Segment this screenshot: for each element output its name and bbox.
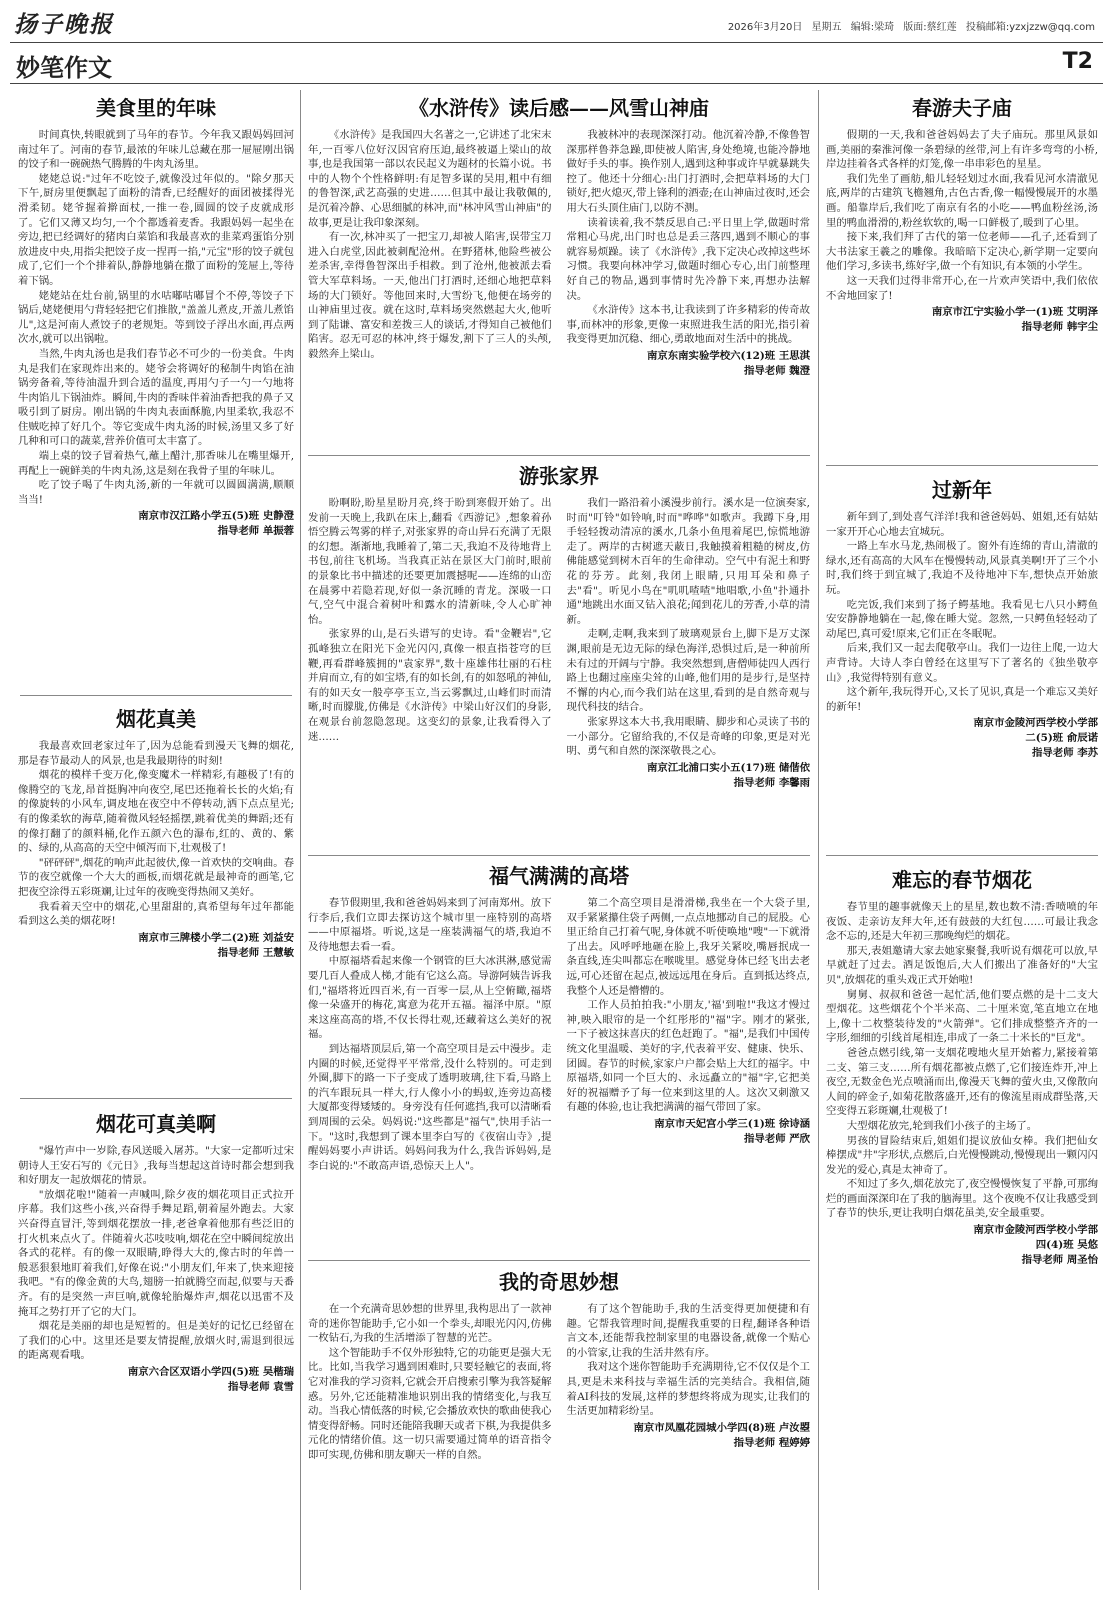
paragraph: 中原福塔看起来像一个钢管的巨大冰淇淋,感觉需要几百人叠成人梯,才能有它这么高。导游阿姨告诉我们,"福塔将近四百米,有一百零一层,从上空俯瞰,福塔像一朵盛开的梅花,寓意为花开五福。福泽中原。"原来这座高高的塔,不仅长得壮观,还藏着这么美好的祝福。 (308, 955, 552, 1041)
author-school: 南京市凤凰花园城小学四(8)班 卢汝曌 (633, 1421, 810, 1434)
paragraph: 盼啊盼,盼星星盼月亮,终于盼到寒假开始了。出发前一天晚上,我趴在床上,翻看《西游记》,想象着孙悟空腾云驾雾的样子,对张家界的奇山异石充满了无限的幻想。渐渐地,我睡着了,第二天,我迫不及待地背上书包,前往飞机场。当我真正站在景区大门前时,眼前的景象比书中描述的还要更加震撼呢——连绵的山峦在晨雾中若隐若现,好似一条沉睡的青龙。深吸一口气,空气中混合着树叶和露水的清新味,令人心旷神怡。 (308, 497, 552, 626)
article-body (826, 900, 1098, 1221)
teacher-credit: 指导老师 王慧敏 (217, 946, 294, 959)
page-number: T2 (1062, 49, 1093, 74)
paragraph: 张家界这本大书,我用眼睛、脚步和心灵读了书的一小部分。它留给我的,不仅是奇峰的印象,更是对光明、勇气和自然的深深敬畏之心。 (566, 715, 810, 758)
paragraph: 在一个充满奇思妙想的世界里,我构思出了一款神奇的迷你智能助手,它小如一个拳头,却眼光闪闪,仿佛一枚钻石,为我的生活增添了智慧的光芒。 (308, 1303, 552, 1345)
teacher-credit: 指导老师 李苏 (1032, 747, 1098, 760)
paragraph: 姥姥总说:"过年不吃饺子,就像没过年似的。"除夕那天下午,厨房里便飘起了面粉的清香,已经醒好的面团被揉得光滑柔韧。姥爷握着擀面杖,一推一卷,圆圆的饺子皮就成形了。它们又薄又均匀,一个个都透着麦香。我跟妈妈一起坐在旁边,把已经调好的猪肉白菜馅和我最喜欢的韭菜鸡蛋馅分别放进皮中央,用指尖把饺子皮一捏再一掐,"元宝"形的饺子就包成了,它们一个个排着队,静静地躺在撒了面粉的笼屉上,等待着下锅。 (18, 172, 294, 287)
teacher-credit: 指导老师 周圣怡 (1021, 1254, 1098, 1267)
section-divider (826, 855, 1098, 856)
author-school: 南京六合区双语小学四(5)班 吴楷瑞 (127, 1365, 294, 1378)
paragraph: 一路上车水马龙,热闹极了。窗外有连绵的青山,清澈的绿水,还有高高的大风车在慢慢转动,风景真美啊!开了三个小时,我们终于到宜城了,我迫不及待地冲下车,想快点开始旅玩。 (826, 540, 1098, 596)
paragraph: 我们先坐了画舫,船儿轻轻划过水面,我看见河水清澈见底,两岸的古建筑飞檐翘角,古色古香,像一幅慢慢展开的水墨画。船靠岸后,我们吃了南京有名的小吃——鸭血粉丝汤,汤里的鸭血滑滑的,粉丝软软的,喝一口鲜极了,暖到了心里。 (826, 172, 1098, 229)
paragraph: 我最喜欢回老家过年了,因为总能看到漫天飞舞的烟花,那是春节最动人的风景,也是我最期待的时刻! (18, 740, 294, 767)
paragraph: 新年到了,到处喜气洋洋!我和爸爸妈妈、姐姐,还有姑姑一家开开心心地去宜城玩。 (826, 511, 1098, 538)
teacher-credit: 指导老师 韩宇尘 (1021, 321, 1098, 334)
paragraph: 第二个高空项目是滑滑梯,我坐在一个大袋子里,双手紧紧攥住袋子两侧,一点点地挪动自己的屁股。心里正给自己打着气呢,身体就不听使唤地"嗖"一下就滑了出去。风呼呼地砸在脸上,我牙关紧咬,嘴唇抿成一条直线,连尖叫都忘在喉咙里。感觉身体已经飞出去老远,可心还留在起点,被远远甩在身后。直到抵达终点,我整个人还是懵懵的。 (566, 897, 810, 997)
article-title: 我的奇思妙想 (499, 1270, 619, 1294)
newspaper-logo: 扬子晚报 (14, 11, 114, 38)
article-title: 过新年 (932, 478, 992, 502)
author-school: 南京市金陵河西学校小学部 (973, 1224, 1098, 1237)
paragraph: 我们一路沿着小溪漫步前行。溪水是一位演奏家,时而"叮铃"如铃响,时而"哗哗"如歌声。我蹲下身,用手轻轻拨动清凉的溪水,几条小鱼甩着尾巴,惊慌地游走了。两岸的古树遮天蔽日,我触摸着粗糙的树皮,仿佛能感觉到树木百年的生命律动。空气中有泥土和野花的芬芳。此刻,我闭上眼睛,只用耳朵和鼻子去"看"。听见小鸟在"叽叽喳喳"地唱歌,小鱼"扑通扑通"地跳出水面又钻入浪花;闻到花儿的芳香,小草的清新。 (566, 497, 810, 626)
article-title: 福气满满的高塔 (489, 864, 629, 888)
article-yanhua-kezhenmei (18, 1110, 294, 1594)
article-body-right (567, 128, 810, 379)
section-divider (826, 465, 1098, 466)
author-byline (567, 1421, 810, 1451)
column-divider (300, 90, 301, 1590)
article-meishi (18, 94, 294, 690)
paragraph: 不知过了多久,烟花放完了,夜空慢慢恢复了平静,可那绚烂的画面深深印在了我的脑海里。这个夜晚不仅让我感受到了春节的快乐,更让我明白烟花虽美,安全最重要。 (826, 1178, 1098, 1220)
paragraph: 《水浒传》是我国四大名著之一,它讲述了北宋末年,一百零八位好汉因官府压迫,最终被逼上梁山的故事,也是我国第一部以农民起义为题材的长篇小说。书中的人物个个性格鲜明:有足智多谋的吴用,粗中有细的鲁智深,武艺高强的史进……但其中最让我敬佩的,是沉着冷静、心思细腻的林冲,而"林冲风雪山神庙"的故事,更是让我印象深刻。 (308, 129, 552, 229)
author-byline (18, 1365, 294, 1395)
article-title: 烟花真美 (116, 707, 196, 731)
author-school: 南京市江宁实验小学一(1)班 艾明泽 (931, 306, 1098, 319)
editor-credit: 编辑:梁琦 (850, 22, 895, 33)
article-fuzimiao (826, 94, 1098, 460)
paragraph: 大型烟花放完,轮到我们小孩子的主场了。 (846, 1119, 1038, 1132)
article-title: 美食里的年味 (96, 96, 216, 120)
article-title: 春游夫子庙 (912, 96, 1012, 120)
article-zhangjiajie (308, 462, 810, 850)
paragraph: 我对这个迷你智能助手充满期待,它不仅仅是个工具,更是未来科技与幸福生活的完美结合。我相信,随着AI科技的发展,这样的梦想终将成为现实,让我们的生活更加精彩纷呈。 (566, 1361, 810, 1418)
paragraph: 这个智能助手不仅外形独特,它的功能更是强大无比。比如,当我学习遇到困难时,只要轻触它的表面,将它对准我的学习资料,它就会开启搜索引擎为我答疑解惑。另外,它还能精准地识别出我的情绪变化,与我互动。当我心情低落的时候,它会播放欢快的歌曲使我心情变得舒畅。同时还能陪我聊天或者下棋,为我提供多元化的情绪价值。这一切只需要通过简单的语音指令即可实现,仿佛和朋友聊天一样的自然。 (308, 1346, 552, 1461)
issue-date: 2026年3月20日 (727, 22, 803, 33)
article-title: 烟花可真美啊 (96, 1112, 216, 1136)
section-divider (308, 455, 810, 456)
article-body (826, 128, 1098, 303)
author-byline (826, 716, 1098, 761)
article-body-left (308, 1302, 551, 1463)
paragraph: 我看着天空中的烟花,心里甜甜的,真希望每年过年都能看到这么美的烟花呀! (18, 900, 294, 928)
author-school: 南京江北浦口实小五(17)班 储偕依 (647, 761, 810, 774)
paragraph: 吃了饺子喝了牛肉丸汤,新的一年就可以圆圆满满,顺顺当当! (18, 479, 294, 506)
paragraph: 我被林冲的表现深深打动。他沉着冷静,不像鲁智深那样鲁莽急躁,即使被人陷害,身处绝境,也能冷静地做好手头的事。换作别人,遇到这种事或许早就暴跳失控了。他还十分细心:出门打酒时,会把草料场的大门锁好,把火熄灭,带上锋利的酒壶;在山神庙过夜时,还会用大石头顶住庙门,以防不测。 (566, 129, 810, 214)
article-body-left (308, 896, 551, 1173)
article-body-right (567, 1302, 810, 1463)
masthead (10, 6, 1103, 36)
article-body (18, 1144, 294, 1363)
article-body-right (567, 896, 810, 1173)
paragraph: 读着读着,我不禁反思自己:平日里上学,做题时常常粗心马虎,出门时也总是丢三落四,遇到不顺心的事就容易烦躁。读了《水浒传》,我下定决心改掉这些坏习惯。我要向林冲学习,做题时细心专心,出门前整理好自己的物品,遇到事情时先冷静下来,再想办法解决。 (566, 216, 810, 302)
article-body-left (308, 496, 551, 791)
paragraph: 时间真快,转眼就到了马年的春节。今年我又跟妈妈回河南过年了。河南的春节,最浓的年味儿总藏在那一屉屉刚出锅的饺子和一碗碗热气腾腾的牛肉丸汤里。 (18, 129, 294, 171)
paragraph: 姥姥站在灶台前,锅里的水咕嘟咕嘟冒个不停,等饺子下锅后,姥姥便用勺背轻轻把它们推散,"盖盖儿煮皮,开盖儿煮馅儿",这是河南人煮饺子的老规矩。等到饺子浮出水面,再点两次水,就可以出锅啦。 (18, 289, 294, 346)
section-divider (308, 1260, 810, 1261)
author-byline (567, 349, 810, 379)
paragraph: 舅舅、叔叔和爸爸一起忙活,他们要点燃的是十二支大型烟花。这些烟花个个半米高、二十厘米宽,笔直地立在地上,像十二枚整装待发的"火箭弹"。它们排成整整齐齐的一字形,细细的引线首尾相连,串成了一条二十米长的"巨龙"。 (826, 988, 1098, 1045)
article-body (18, 739, 294, 929)
author-byline (18, 931, 294, 961)
paragraph: "砰砰砰",烟花的响声此起彼伏,像一首欢快的交响曲。春节的夜空就像一个大大的画板,而烟花就是最神奇的画笔,它把夜空涂得五彩斑斓,让过年的夜晚变得热闹又美好。 (18, 856, 294, 898)
author-class: 四(4)班 吴悠 (1035, 1239, 1098, 1252)
paragraph: 烟花是美丽的却也是短暂的。但是美好的记忆已经留在了我们的心中。这里还是要友情提醒,放烟火时,需退到很远的距离观看哦。 (18, 1320, 294, 1362)
paragraph: 工作人员拍拍我:"小朋友,'福'到啦!"我这才慢过神,映入眼帘的是一个红彤彤的"福"字。刚才的紧张,一下子被这抹喜庆的红色赶跑了。"福",是我们中国传统文化里温暖、美好的字,代表着平安、健康、快乐、团圆。春节的时候,家家户户都会贴上大红的福字。中原福塔,如同一个巨大的、永远矗立的"福"字,它把美好的祝福赠予了每一位来到这里的人。这次又刺激又有趣的体验,也让我把满满的福气带回了家。 (566, 999, 810, 1114)
article-qisi-miaoxiang (308, 1268, 810, 1594)
paragraph: 当然,牛肉丸汤也是我们春节必不可少的一份美食。牛肉丸是我们在家现炸出来的。姥爷会将调好的秘制牛肉馅在油锅旁备着,等待油温升到合适的温度,再用勺子一勺一勺地将牛肉馅儿下锅油炸。瞬间,牛肉的香味伴着油香把我的鼻子又吸引到了厨房。刚出锅的牛肉丸表面酥脆,内里柔软,我忍不住贼吃掉了好几个。等它变成牛肉丸汤的时候,汤里又多了好几种和可口的蔬菜,营养价值可太丰富了。 (18, 347, 294, 448)
article-title: 游张家界 (519, 464, 599, 488)
author-byline (567, 761, 810, 791)
teacher-credit: 指导老师 严欣 (744, 1132, 810, 1145)
paragraph: 那天,表姐邀请大家去她家聚餐,我听说有烟花可以放,早早就赶了过去。酒足饭饱后,大人们搬出了准备好的"大宝贝",放烟花的重头戏正式开始啦! (826, 944, 1098, 986)
article-title: 《水浒传》读后感——风雪山神庙 (409, 96, 709, 120)
teacher-credit: 指导老师 程婷婷 (733, 1436, 810, 1449)
article-chunjie-yanhua (826, 866, 1098, 1594)
paragraph: 张家界的山,是石头谱写的史诗。看"金鞭岩",它孤峰独立在阳光下金光闪闪,真像一根直指苍穹的巨鞭,再看群峰簇拥的"袁家界",数十座雄伟壮丽的石柱并肩而立,有的如宝塔,有的如长剑,有的如怒吼的神仙,有的如天女一般亭亭玉立,当云雾飘过,山峰们时而清晰,时而朦胧,仿佛是《水浒传》中梁山好汉们的身影,在观景台前忽隐忽现。这变幻的景象,让我看得入了迷…… (308, 628, 552, 743)
paragraph: 有一次,林冲买了一把宝刀,却被人陷害,误带宝刀进入白虎堂,因此被刺配沧州。在野猪林,他险些被公差杀害,幸得鲁智深出手相救。到了沧州,他被派去看管大军草料场。一天,他出门打酒时,还细心地把草料场的大门锁好。等他回来时,大雪纷飞,他便在场旁的山神庙里过夜。就在这时,草料场突然燃起大火,他听到了陆谦、富安和差拨三人的谈话,才得知自己被他们陷害。忍无可忍的林冲,终于爆发,割下了三人的头颅,毅然奔上梁山。 (308, 231, 552, 360)
paragraph: "放烟花啦!"随着一声喊叫,除夕夜的烟花项目正式拉开序幕。我们这些小孩,兴奋得手舞足蹈,朝着屋外跑去。大家兴奋得直冒汗,等到烟花摆放一排,老爸拿着他那有些泛旧的打火机来点火了。伴随着火芯吱吱响,烟花在空中瞬间绽放出各式的花样。有的像一双眼睛,睁得大大的,像古时的年兽一般恶狠狠地盯着我们,好像在说:"小朋友们,年来了,快来迎接我吧。"有的像金黄的大鸟,翅膀一拍就腾空而起,似要与天番齐。有的是突然一声巨响,就像轮胎爆炸声,烟花以迅雷不及掩耳之势打开了它的大门。 (18, 1188, 294, 1318)
teacher-credit: 指导老师 袁雪 (228, 1380, 294, 1393)
article-body-left (308, 128, 551, 379)
paragraph: 假期的一天,我和爸爸妈妈去了夫子庙玩。那里风景如画,美丽的秦淮河像一条碧绿的丝带,河上有许多弯弯的小桥,岸边挂着各式各样的灯笼,像一串串彩色的星星。 (826, 129, 1098, 171)
column-divider (818, 90, 819, 1590)
paragraph: 有了这个智能助手,我的生活变得更加便捷和有趣。它帮我管理时间,提醒我重要的日程,翻译各种语言文本,还能帮我控制家里的电器设备,就像一个贴心的小管家,让我的生活井然有序。 (566, 1303, 810, 1359)
author-class: 二(5)班 俞辰诺 (1025, 732, 1098, 745)
teacher-credit: 指导老师 单振蓉 (217, 525, 294, 538)
article-title: 难忘的春节烟花 (892, 868, 1032, 892)
layout-credit: 版面:蔡红莲 (903, 22, 957, 33)
section-bar (10, 42, 1103, 84)
author-school: 南京东南实验学校六(12)班 王思淇 (647, 349, 810, 362)
paragraph: "爆竹声中一岁除,春风送暖入屠苏。"大家一定都听过宋朝诗人王安石写的《元日》,我每当想起这首诗时都会想到我和好朋友一起放烟花的情景。 (18, 1145, 294, 1187)
section-divider (20, 1098, 292, 1099)
section-divider (20, 695, 292, 696)
paragraph: 走啊,走啊,我来到了玻璃观景台上,脚下是万丈深渊,眼前是无边无际的绿色海洋,恐惧过后,是一种前所未有过的开阔与宁静。我突然想到,唐僧师徒四人西行路上也翻过座座尖耸的山峰,他们用的是步行,是坚持不懈的内心,而今我们站在这里,看到的是自然奇观与现代科技的结合。 (566, 628, 810, 714)
paragraph: 接下来,我们拜了古代的第一位老师——孔子,还看到了大书法家王羲之的雕像。我暗暗下定决心,新学期一定要向他们学习,多读书,练好字,做一个有知识,有本领的小学生。 (826, 231, 1098, 273)
paragraph: 男孩的冒险结束后,姐姐们提议放仙女棒。我们把仙女棒摆成"井"字形状,点燃后,白光慢慢跳动,慢慢现出一颗闪闪发光的爱心,真是太神奇了。 (826, 1134, 1098, 1176)
teacher-credit: 指导老师 魏澄 (744, 364, 810, 377)
teacher-credit: 指导老师 李馨雨 (733, 776, 810, 789)
paragraph: 春节里的趣事就像天上的星星,数也数不清:香喷喷的年夜饭、走亲访友拜大年,还有鼓鼓的大红包……可最让我念念不忘的,还是大年初三那晚绚烂的烟花。 (826, 901, 1098, 943)
author-school: 南京市天妃宫小学三(1)班 徐诗涵 (654, 1117, 810, 1130)
submission-email: 投稿邮箱:yzxjzzw@qq.com (965, 22, 1095, 33)
article-body (826, 510, 1098, 714)
paragraph: 爸爸点燃引线,第一支烟花嗖地火星开始蓄力,紧接着第二支、第三支……所有烟花都被点燃了,它们接连炸开,冲上夜空,无数金色光点喷涌而出,像漫天飞舞的萤火虫,又像散向人间的碎金子,如菊花散落盛开,还有的像流星雨成群坠落,天空变得五彩斑斓,壮观极了! (826, 1046, 1098, 1118)
article-shuihu (308, 94, 810, 450)
author-school: 南京市三牌楼小学二(2)班 刘益安 (138, 931, 294, 944)
paragraph: 吃完饭,我们来到了扬子鳄基地。我看见七八只小鳄鱼安安静静地躺在一起,像在睡大觉。忽然,一只鳄鱼轻轻动了动尾巴,真可爱!原来,它们正在冬眠呢。 (826, 598, 1098, 640)
article-futa (308, 862, 810, 1254)
author-byline (567, 1117, 810, 1147)
paragraph: 春节假期里,我和爸爸妈妈来到了河南郑州。放下行李后,我们立即去探访这个城市里一座特别的高塔——中原福塔。听说,这是一座装满福气的塔,我迫不及待地想去看一看。 (308, 897, 552, 953)
paragraph: 这一天我们过得非常开心,在一片欢声笑语中,我们依依不舍地回家了! (826, 274, 1098, 302)
author-byline (826, 1223, 1098, 1268)
issue-weekday: 星期五 (811, 22, 842, 33)
article-body (18, 128, 294, 507)
paragraph: 烟花的模样千变万化,像变魔术一样精彩,有趣极了!有的像腾空的飞龙,昂首挺胸冲向夜空,尾巴还拖着长长的火焰;有的像旋转的小风车,调皮地在夜空中不停转动,洒下点点星光;有的像柔软的海草,随着微风轻轻摇摆,跳着优美的舞蹈;还有的像打翻了的颜料桶,化作五颜六色的瀑布,红的、黄的、紫的、绿的,从高高的天空中倾泻而下,壮观极了! (18, 769, 294, 855)
article-guoxinnian (826, 476, 1098, 850)
author-school: 南京市汉江路小学五(5)班 史静澄 (138, 510, 294, 523)
paragraph: 到达福塔顶层后,第一个高空项目是云中漫步。走内圈的时候,还觉得平平常常,没什么特别的。可走到外圈,脚下的路一下子变成了透明玻璃,往下看,马路上的汽车跟玩具一样大,行人像小小的蚂蚁,连旁边高楼大厦都变得矮矮的。身旁没有任何遮挡,我可以清晰看到周围的云朵。妈妈说:"这些都是"福气",快用手沾一下。"这时,我想到了课本里李白写的《夜宿山寺》,提醒妈妈要小声讲话。妈妈问我为什么,我告诉妈妈,是李白说的:"不敢高声语,恐惊天上人"。 (308, 1042, 552, 1172)
section-title: 妙笔作文 (16, 53, 112, 82)
author-byline (18, 509, 294, 539)
author-school: 南京市金陵河西学校小学部 (973, 717, 1098, 730)
section-divider (308, 855, 810, 856)
article-yanhua-zhenmei (18, 705, 294, 1093)
paragraph: 这个新年,我玩得开心,又长了见识,真是一个难忘又美好的新年! (826, 686, 1098, 713)
header-meta (722, 18, 1095, 33)
paragraph: 《水浒传》这本书,让我读到了许多精彩的传奇故事,而林冲的形象,更像一束照进我生活的阳光,指引着我变得更加沉稳、细心,勇敢地面对生活中的挑战。 (566, 304, 810, 346)
paragraph: 后来,我们又一起去爬敬亭山。我们一边往上爬,一边大声背诗。大诗人李白曾经在这里写下了著名的《独坐敬亭山》,我觉得特别有意义。 (826, 642, 1098, 684)
paragraph: 端上桌的饺子冒着热气,蘸上醋汁,那香味儿在嘴里爆开,再配上一碗鲜美的牛肉丸汤,这是刻在我骨子里的年味儿。 (18, 450, 294, 477)
author-byline (826, 305, 1098, 335)
article-body-right (567, 496, 810, 791)
